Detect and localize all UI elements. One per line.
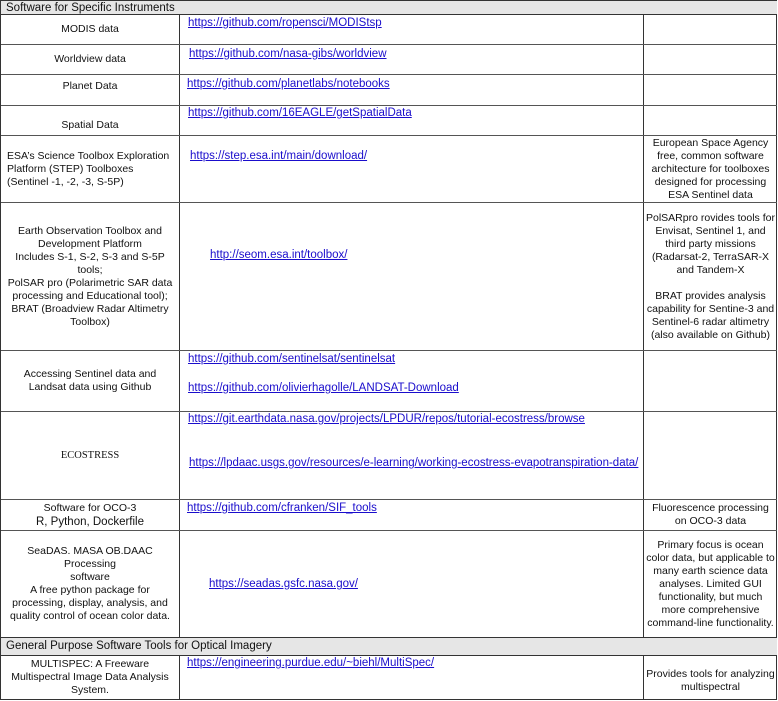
row-name <box>1 531 180 637</box>
row-notes: Provides tools for analyzing multispectral <box>646 667 775 693</box>
row-links <box>180 412 644 499</box>
link-esa-step[interactable]: https://step.esa.int/main/download/ <box>190 150 368 162</box>
row-notes: Primary focus is ocean color data, but applicable to many earth science data analyses. Limited GUI functionality, but much more comprehensive command-line functionality. <box>646 538 775 629</box>
link-modis[interactable]: https://github.com/ropensci/MODIStsp <box>188 17 382 29</box>
row-name-line: Toolbox) <box>70 315 110 328</box>
table-row <box>1 203 777 351</box>
row-notes <box>644 203 777 350</box>
row-notes <box>644 106 777 135</box>
row-name: Spatial Data <box>1 106 180 135</box>
row-name <box>1 656 180 699</box>
row-name-line: MULTISPEC: A Freeware <box>30 658 150 670</box>
row-name-line: quality control of ocean color data. <box>10 610 170 622</box>
link-spatial[interactable]: https://github.com/16EAGLE/getSpatialData <box>188 107 412 119</box>
row-notes: Fluorescence processing on OCO-3 data <box>652 502 769 527</box>
table-row <box>1 75 777 106</box>
row-name-line: software <box>70 571 110 583</box>
row-name: ECOSTRESS <box>1 412 180 499</box>
row-links <box>180 531 644 637</box>
row-name-line: Earth Observation Toolbox and <box>18 224 162 237</box>
table-row <box>1 531 777 637</box>
link-seom-toolbox[interactable]: http://seom.esa.int/toolbox/ <box>210 249 348 261</box>
row-name-line: A free python package for <box>30 584 150 596</box>
row-name <box>1 203 180 350</box>
row-name-line: Software for OCO-3 <box>43 501 137 514</box>
table-row <box>1 412 777 500</box>
row-name-line: Multispectral Image Data Analysis <box>11 671 169 683</box>
row-links <box>180 15 644 44</box>
section-header-general-purpose: General Purpose Software Tools for Optical Imagery <box>1 637 777 656</box>
table-row <box>1 500 777 531</box>
row-name-line: BRAT (Broadview Radar Altimetry <box>11 302 169 315</box>
link-planet[interactable]: https://github.com/planetlabs/notebooks <box>187 78 390 90</box>
row-links <box>180 500 644 530</box>
table-row <box>1 656 777 700</box>
row-name-line: processing and Educational tool); <box>12 289 168 302</box>
table-row <box>1 106 777 136</box>
link-landsat-download[interactable]: https://github.com/olivierhagolle/LANDSAT-Download <box>188 382 459 394</box>
section-header-specific-instruments: Software for Specific Instruments <box>1 0 777 15</box>
row-name: Planet Data <box>1 75 180 105</box>
row-links <box>180 351 644 411</box>
link-ecostress-elearning[interactable]: https://lpdaac.usgs.gov/resources/e-learning/working-ecostress-evapotranspiration-data/ <box>189 457 639 469</box>
row-name: Worldview data <box>1 45 180 74</box>
link-sentinelsat[interactable]: https://github.com/sentinelsat/sentinelsat <box>188 353 396 365</box>
row-name: Accessing Sentinel data and Landsat data using Github <box>1 351 180 411</box>
link-multispec[interactable]: https://engineering.purdue.edu/~biehl/MultiSpec/ <box>187 657 435 669</box>
row-name-line: System. <box>71 684 109 696</box>
row-name-line: R, Python, Dockerfile <box>35 515 144 528</box>
table-row <box>1 351 777 412</box>
row-notes <box>644 75 777 105</box>
link-ecostress-tutorial[interactable]: https://git.earthdata.nasa.gov/projects/LPDUR/repos/tutorial-ecostress/browse <box>188 413 585 425</box>
row-notes <box>644 351 777 411</box>
row-links <box>180 136 644 202</box>
link-sif-tools[interactable]: https://github.com/cfranken/SIF_tools <box>187 502 377 514</box>
row-name-line: processing, display, analysis, and <box>12 597 168 609</box>
row-name-line: SeaDAS. MASA OB.DAAC Processing <box>27 545 153 570</box>
table-row <box>1 15 777 45</box>
row-links <box>180 203 644 350</box>
table-row <box>1 45 777 75</box>
row-notes <box>644 412 777 499</box>
row-notes: European Space Agency free, common software architecture for toolboxes designed for processing ESA Sentinel data <box>651 136 770 201</box>
row-links <box>180 45 644 74</box>
row-notes <box>644 45 777 74</box>
link-seadas[interactable]: https://seadas.gsfc.nasa.gov/ <box>209 578 358 590</box>
row-name-line: Development Platform <box>38 237 142 250</box>
row-name <box>1 500 180 530</box>
row-notes <box>644 15 777 44</box>
table-row <box>1 136 777 203</box>
notes-brat: BRAT provides analysis capability for Sentine-3 and Sentinel-6 radar altimetry (also available on Github) <box>646 289 775 341</box>
row-name-line: PolSAR pro (Polarimetric SAR data <box>7 276 173 289</box>
row-name-line: Includes S-1, S-2, S-3 and S-5P tools; <box>15 250 165 276</box>
row-links <box>180 656 644 699</box>
row-name: MODIS data <box>1 15 180 44</box>
notes-polsarpro: PolSARpro rovides tools for Envisat, Sentinel 1, and third party missions (Radarsat-2, TerraSAR-X and Tandem-X <box>646 211 775 276</box>
link-worldview[interactable]: https://github.com/nasa-gibs/worldview <box>189 48 387 60</box>
row-name: ESA’s Science Toolbox Exploration Platform (STEP) Toolboxes (Sentinel -1, -2, -3, S-5P) <box>1 136 180 202</box>
row-links <box>180 106 644 135</box>
row-links <box>180 75 644 105</box>
